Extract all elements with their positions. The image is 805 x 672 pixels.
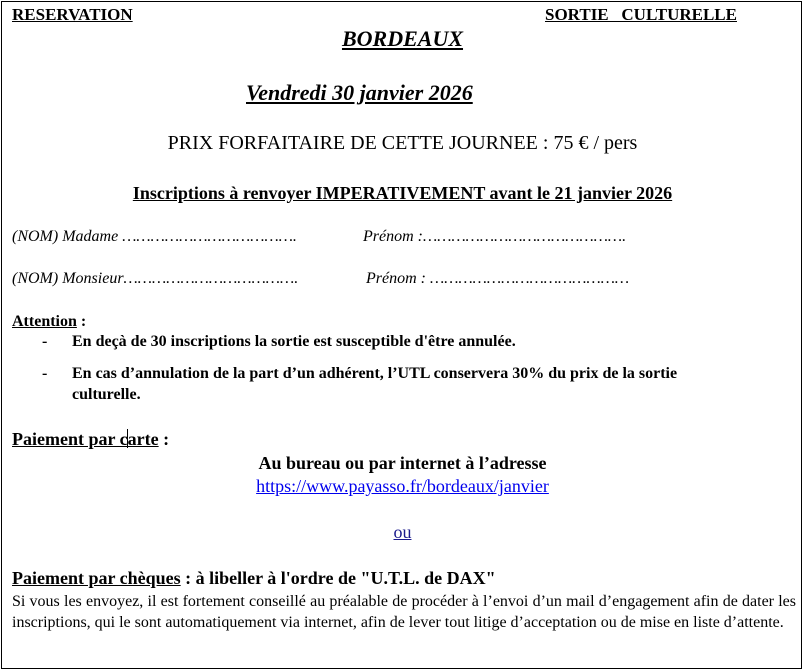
madame-firstname-field[interactable]: Prénom :……………………………………. [363,228,627,245]
document-page [1,1,802,669]
payment-url-link[interactable]: https://www.payasso.fr/bordeaux/janvier [256,476,549,496]
cheque-payment-instruction: : à libeller à l'ordre de "U.T.L. de DAX" [180,568,496,588]
price-line: PRIX FORFAITAIRE DE CETTE JOURNEE : 75 € / pers [167,132,638,154]
attention-title: Attention [12,313,77,330]
bullet-dash: - [42,365,48,382]
bullet-dash: - [42,333,48,350]
or-text: ou [393,522,412,542]
attention-item-2: En cas d’annulation de la part d’un adhérent, l’UTL conservera 30% du prix de la sortie [72,365,678,382]
attention-item-1: En deçà de 30 inscriptions la sortie est susceptible d'être annulée. [72,333,516,350]
card-payment-colon: : [158,429,170,449]
monsieur-name-field[interactable]: (NOM) Monsieur………………………………. [12,270,299,287]
reservation-label: RESERVATION [12,5,133,24]
cheque-payment-note: Si vous les envoyez, il est fortement conseillé au préalable de procéder à l’envoi d’un mail d’engagement afin de dater les inscriptions, qui le sont automatiquement via internet, afin de lever tout litige d’acceptation ou de mise en liste d’attente. [12,593,796,631]
or-separator [2,522,803,543]
cheque-payment-title: Paiement par chèques [12,568,181,588]
cheque-payment-heading [12,568,496,589]
card-payment-title [12,429,159,449]
registration-deadline-text: Inscriptions à renvoyer IMPERATIVEMENT avant le 21 janvier 2026 [132,183,673,203]
card-title-part1: Paiement par c [12,429,128,449]
city-text: BORDEAUX [341,26,464,51]
sortie-culturelle-label: SORTIE CULTURELLE [545,5,737,24]
attention-heading [12,313,86,331]
card-payment-heading [12,429,169,450]
monsieur-firstname-field[interactable]: Prénom : …………………………………… [366,270,630,287]
madame-name-field[interactable]: (NOM) Madame ………………………………. [12,228,297,245]
attention-item-2-continued: culturelle. [72,386,141,403]
city-title [2,26,803,52]
payment-link-row [2,476,803,497]
attention-colon: : [76,313,87,330]
registration-deadline [2,183,803,204]
card-payment-instruction: Au bureau ou par internet à l’adresse [258,453,547,473]
card-title-part2: arte [127,429,159,449]
event-date: Vendredi 30 janvier 2026 [246,80,473,105]
